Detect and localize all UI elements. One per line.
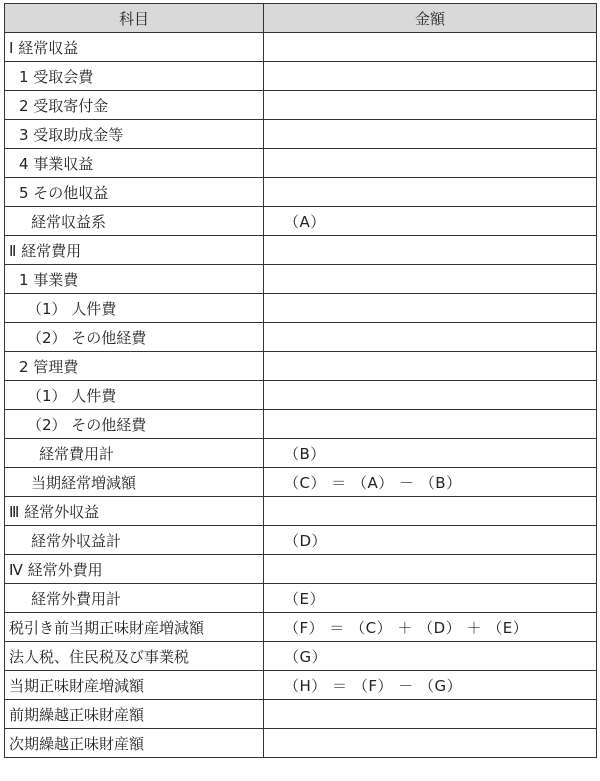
table-row (5, 62, 597, 91)
row-amount: （D） (264, 526, 597, 555)
row-label: 経常収益系 (5, 207, 264, 236)
row-amount: （A） (264, 207, 597, 236)
row-label: 経常費用計 (5, 439, 264, 468)
row-label: 5 その他収益 (5, 178, 264, 207)
row-label: 1 事業費 (5, 265, 264, 294)
header-amount: 金額 (264, 4, 597, 33)
row-amount (264, 120, 597, 149)
table-row (5, 468, 597, 497)
row-label: 前期繰越正味財産額 (5, 700, 264, 729)
table-row (5, 613, 597, 642)
row-amount (264, 91, 597, 120)
table-row (5, 555, 597, 584)
row-label: Ⅰ 経常収益 (5, 33, 264, 62)
table-row (5, 381, 597, 410)
row-amount: （H） ＝ （F） － （G） (264, 671, 597, 700)
table-row (5, 294, 597, 323)
header-item: 科目 (5, 4, 264, 33)
row-label: 1 受取会費 (5, 62, 264, 91)
table-row (5, 323, 597, 352)
table-row (5, 91, 597, 120)
row-label: 税引き前当期正味財産増減額 (5, 613, 264, 642)
table-row (5, 33, 597, 62)
row-label: 次期繰越正味財産額 (5, 729, 264, 758)
table-row (5, 149, 597, 178)
row-label: 経常外収益計 (5, 526, 264, 555)
row-label: （1） 人件費 (5, 381, 264, 410)
row-amount (264, 352, 597, 381)
row-amount (264, 323, 597, 352)
row-amount (264, 294, 597, 323)
row-label: Ⅱ 経常費用 (5, 236, 264, 265)
table-row (5, 236, 597, 265)
table-row (5, 265, 597, 294)
row-amount (264, 149, 597, 178)
row-amount (264, 62, 597, 91)
row-label: 2 受取寄付金 (5, 91, 264, 120)
row-label: （1） 人件費 (5, 294, 264, 323)
row-label: （2） その他経費 (5, 410, 264, 439)
table-row (5, 526, 597, 555)
row-amount (264, 236, 597, 265)
row-amount: （G） (264, 642, 597, 671)
table-row (5, 439, 597, 468)
table-row (5, 178, 597, 207)
row-amount (264, 700, 597, 729)
row-label: 当期正味財産増減額 (5, 671, 264, 700)
row-amount (264, 555, 597, 584)
row-amount (264, 497, 597, 526)
table-row (5, 584, 597, 613)
financial-statement-table (4, 3, 597, 758)
row-label: Ⅲ 経常外収益 (5, 497, 264, 526)
row-amount (264, 381, 597, 410)
table-row (5, 120, 597, 149)
table-row (5, 207, 597, 236)
table-row (5, 497, 597, 526)
row-amount (264, 33, 597, 62)
row-label: 経常外費用計 (5, 584, 264, 613)
row-amount (264, 410, 597, 439)
row-amount: （C） ＝ （A） － （B） (264, 468, 597, 497)
table-row (5, 700, 597, 729)
table-row (5, 729, 597, 758)
row-label: 4 事業収益 (5, 149, 264, 178)
table-row (5, 410, 597, 439)
header-row (5, 4, 597, 33)
row-label: 当期経常増減額 (5, 468, 264, 497)
row-amount (264, 265, 597, 294)
row-label: 3 受取助成金等 (5, 120, 264, 149)
row-amount: （F） ＝ （C） ＋ （D） ＋ （E） (264, 613, 597, 642)
row-label: （2） その他経費 (5, 323, 264, 352)
row-label: 法人税、住民税及び事業税 (5, 642, 264, 671)
row-label: Ⅳ 経常外費用 (5, 555, 264, 584)
row-amount: （E） (264, 584, 597, 613)
row-label: 2 管理費 (5, 352, 264, 381)
row-amount: （B） (264, 439, 597, 468)
table-row (5, 671, 597, 700)
row-amount (264, 729, 597, 758)
table-row (5, 642, 597, 671)
row-amount (264, 178, 597, 207)
table-row (5, 352, 597, 381)
